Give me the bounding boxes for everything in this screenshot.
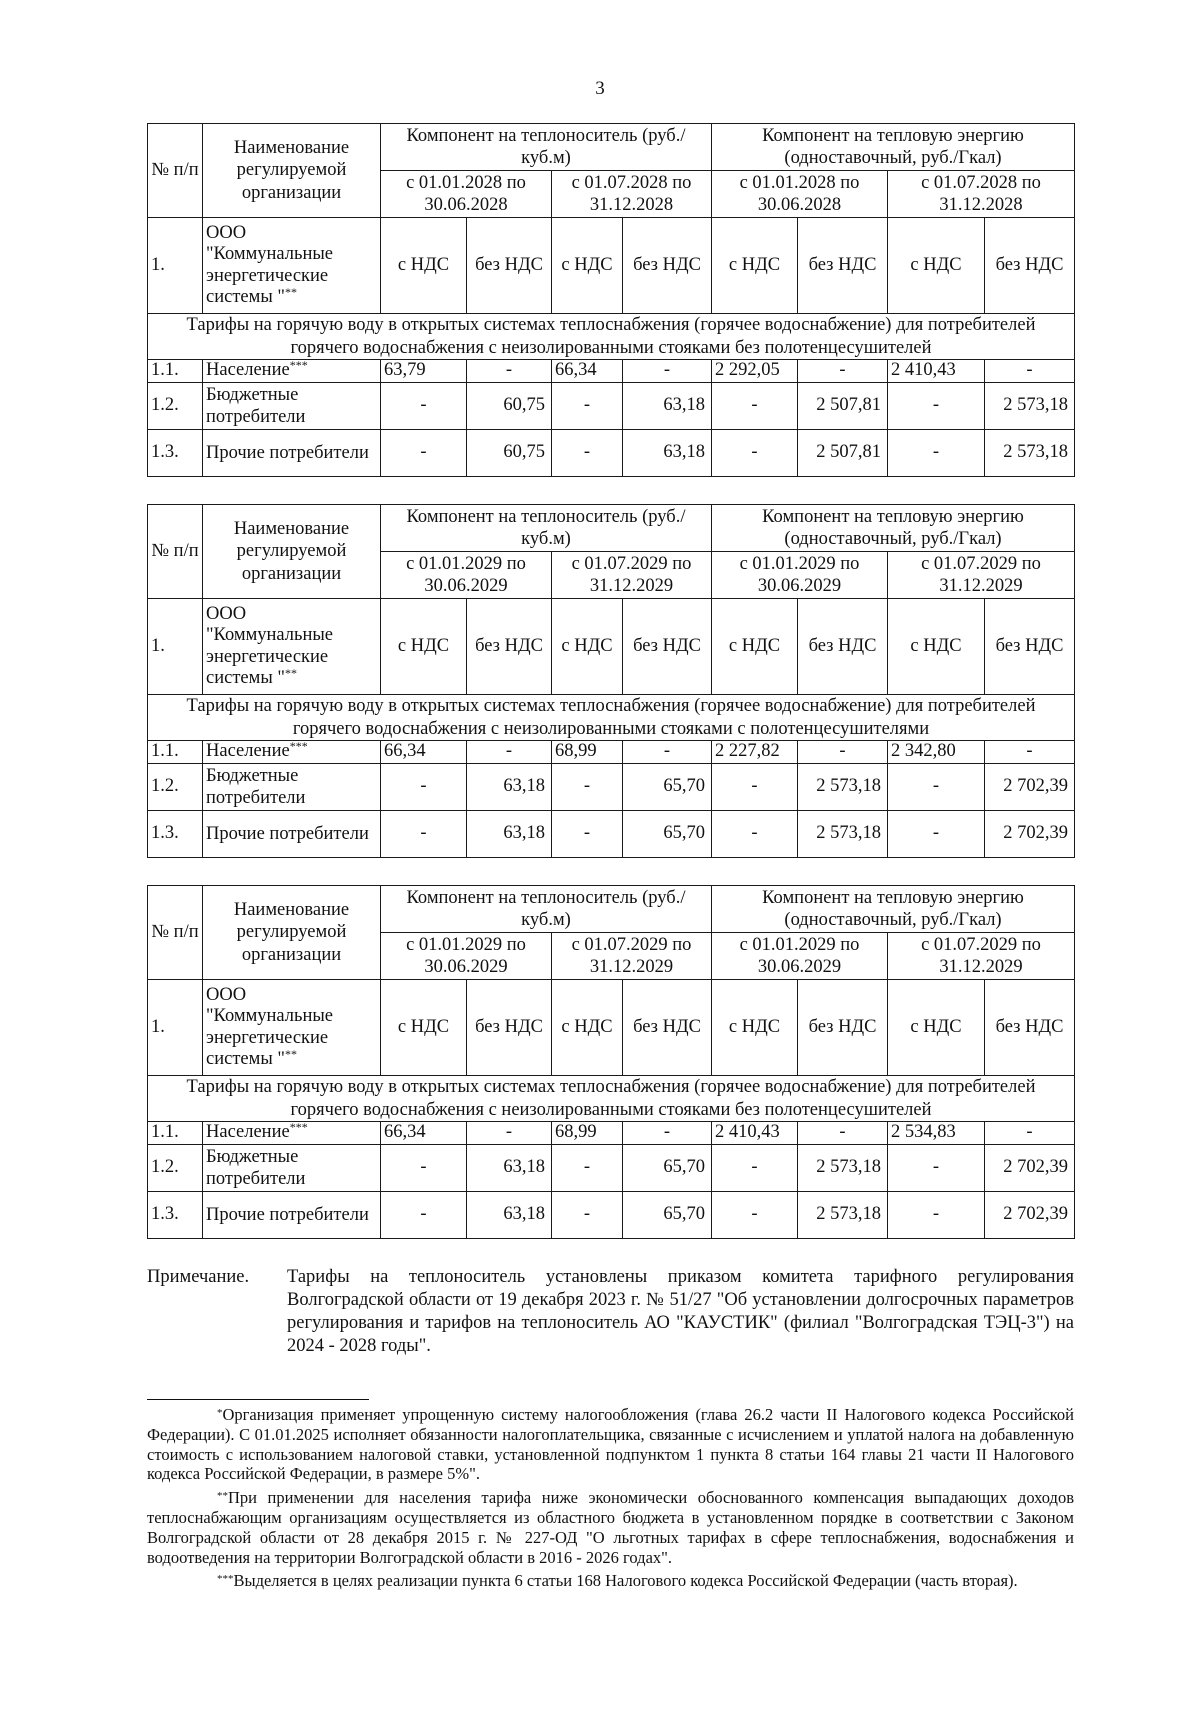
org-name [203, 218, 381, 314]
row-name-text: Население [206, 1122, 290, 1143]
carrier-component-header: Компонент на теплоноситель (руб./куб.м) [381, 505, 712, 552]
heat-component-header: Компонент на тепловую энергию (одноставочный, руб./Гкал) [712, 505, 1075, 552]
period-header: с 01.01.2028 по 30.06.2028 [712, 171, 888, 218]
tariff-value: - [381, 430, 467, 477]
num-header: № п/п [148, 886, 203, 980]
tariff-value: 65,70 [623, 811, 712, 858]
row-name: Бюджетные потребители [203, 383, 381, 430]
tariff-value: - [712, 1145, 798, 1192]
row-number: 1.2. [148, 383, 203, 430]
tariff-value: 63,18 [623, 430, 712, 477]
tariff-value: 60,75 [467, 383, 552, 430]
period-header: с 01.01.2029 по 30.06.2029 [381, 552, 552, 599]
tariff-value: 2 573,18 [798, 764, 888, 811]
tariff-value: 2 507,81 [798, 383, 888, 430]
vat-excluded-header: без НДС [798, 599, 888, 695]
org-name-line: системы " [206, 667, 285, 688]
period-header: с 01.07.2028 по 31.12.2028 [888, 171, 1075, 218]
org-name-line: энергетические [206, 1027, 329, 1048]
row-name: Бюджетные потребители [203, 764, 381, 811]
row-name: Прочие потребители [203, 1192, 381, 1239]
footnote-mark: *** [289, 358, 308, 373]
tariff-value: - [985, 360, 1075, 383]
tariff-value: - [623, 1122, 712, 1145]
footnote-mark: ** [284, 284, 297, 299]
tariff-value: - [798, 1122, 888, 1145]
org-name-line: ООО [206, 222, 247, 243]
org-name-line: системы " [206, 1048, 285, 1069]
period-header: с 01.07.2028 по 31.12.2028 [552, 171, 712, 218]
tariff-value: - [552, 1192, 623, 1239]
org-name-line: энергетические [206, 646, 329, 667]
vat-included-header: с НДС [888, 980, 985, 1076]
tariff-value: 2 573,18 [798, 1192, 888, 1239]
tariff-table [147, 123, 1075, 477]
vat-excluded-header: без НДС [467, 599, 552, 695]
row-name [203, 360, 381, 383]
tariff-value: - [381, 383, 467, 430]
carrier-component-header: Компонент на теплоноситель (руб./куб.м) [381, 124, 712, 171]
row-number: 1.2. [148, 1145, 203, 1192]
org-name-line: системы " [206, 286, 285, 307]
vat-excluded-header: без НДС [623, 980, 712, 1076]
org-name [203, 599, 381, 695]
vat-excluded-header: без НДС [798, 218, 888, 314]
tariff-value: 66,34 [552, 360, 623, 383]
tariff-value: 63,79 [381, 360, 467, 383]
heat-component-header: Компонент на тепловую энергию (одноставочный, руб./Гкал) [712, 124, 1075, 171]
tariff-value: 63,18 [467, 1192, 552, 1239]
row-number: 1.1. [148, 1122, 203, 1145]
section-title: Тарифы на горячую воду в открытых системах теплоснабжения (горячее водоснабжение) для потребителей горячего водоснабжения с неизолированными стояками без полотенцесушителей [148, 314, 1075, 360]
period-header: с 01.01.2029 по 30.06.2029 [712, 552, 888, 599]
tariff-value: 63,18 [623, 383, 712, 430]
row-number: 1.3. [148, 1192, 203, 1239]
footnote-mark: ** [284, 1046, 297, 1061]
org-number: 1. [148, 980, 203, 1076]
footnote-divider [147, 1399, 369, 1400]
tariff-value: - [888, 430, 985, 477]
row-number: 1.1. [148, 360, 203, 383]
tariff-value: 2 227,82 [712, 741, 798, 764]
tariff-value: - [712, 764, 798, 811]
tariff-value: - [798, 360, 888, 383]
org-name-header: Наименование регулируемой организации [203, 886, 381, 980]
tariff-value: - [381, 1192, 467, 1239]
tariff-value: - [552, 1145, 623, 1192]
carrier-component-header: Компонент на теплоноситель (руб./куб.м) [381, 886, 712, 933]
footnote-2-mark: ** [217, 1490, 228, 1503]
vat-included-header: с НДС [712, 980, 798, 1076]
row-number: 1.2. [148, 764, 203, 811]
vat-included-header: с НДС [381, 599, 467, 695]
note-text: Тарифы на теплоноситель установлены приказом комитета тарифного регулирования Волгоградской области от 19 декабря 2023 г. № 51/27 "Об установлении долгосрочных параметров регулирования и тарифов на теплоноситель АО "КАУСТИК" (филиал "Волгоградская ТЭЦ-3") на 2024 - 2028 годы". [287, 1267, 1074, 1357]
footnote-2 [147, 1488, 1074, 1567]
tariff-value: 2 702,39 [985, 1192, 1075, 1239]
period-header: с 01.07.2029 по 31.12.2029 [888, 552, 1075, 599]
row-name: Прочие потребители [203, 811, 381, 858]
vat-excluded-header: без НДС [985, 218, 1075, 314]
tariff-value: 66,34 [381, 1122, 467, 1145]
footnote-mark: ** [284, 665, 297, 680]
vat-included-header: с НДС [552, 599, 623, 695]
tariff-value: - [552, 764, 623, 811]
tariff-table [147, 504, 1075, 858]
footnote-2-text: При применении для населения тарифа ниже экономически обоснованного компенсация выпадающих доходов теплоснабжающим организациям осуществляется из областного бюджета в установленном порядке в соответствии с Законом Волгоградской области от 28 декабря 2015 г. № 227-ОД "О льготных тарифах в сфере теплоснабжения, водоснабжения и водоотведения на территории Волгоградской области в 2016 - 2026 годах". [147, 1488, 1074, 1567]
tariff-value: - [888, 383, 985, 430]
period-header: с 01.01.2029 по 30.06.2029 [712, 933, 888, 980]
row-number: 1.1. [148, 741, 203, 764]
tariff-value: - [623, 741, 712, 764]
row-number: 1.3. [148, 811, 203, 858]
tariff-value: - [888, 811, 985, 858]
org-name-line: энергетические [206, 265, 329, 286]
org-name-line: "Коммунальные [206, 244, 334, 265]
footnote-3-mark: *** [217, 1573, 234, 1586]
page-number: 3 [595, 78, 605, 99]
org-name-header: Наименование регулируемой организации [203, 505, 381, 599]
tariff-value: 2 573,18 [985, 383, 1075, 430]
tariff-value: 65,70 [623, 764, 712, 811]
tariff-value: - [985, 1122, 1075, 1145]
footnote-mark: *** [289, 1120, 308, 1135]
footnote-3-text: Выделяется в целях реализации пункта 6 статьи 168 Налогового кодекса Российской Федерации (часть вторая). [233, 1571, 1018, 1591]
tariff-value: - [798, 741, 888, 764]
vat-included-header: с НДС [888, 599, 985, 695]
row-number: 1.3. [148, 430, 203, 477]
vat-included-header: с НДС [552, 218, 623, 314]
vat-excluded-header: без НДС [623, 218, 712, 314]
org-name [203, 980, 381, 1076]
tariff-value: - [552, 430, 623, 477]
vat-excluded-header: без НДС [623, 599, 712, 695]
row-name: Бюджетные потребители [203, 1145, 381, 1192]
vat-included-header: с НДС [381, 218, 467, 314]
vat-included-header: с НДС [552, 980, 623, 1076]
row-name [203, 1122, 381, 1145]
tariff-value: 68,99 [552, 1122, 623, 1145]
vat-included-header: с НДС [712, 599, 798, 695]
period-header: с 01.07.2029 по 31.12.2029 [552, 933, 712, 980]
num-header: № п/п [148, 505, 203, 599]
tariff-value: - [888, 1192, 985, 1239]
tariff-value: - [888, 1145, 985, 1192]
vat-included-header: с НДС [888, 218, 985, 314]
tariff-value: 63,18 [467, 764, 552, 811]
tariff-value: - [381, 811, 467, 858]
tariff-value: 65,70 [623, 1192, 712, 1239]
vat-excluded-header: без НДС [985, 599, 1075, 695]
section-title: Тарифы на горячую воду в открытых системах теплоснабжения (горячее водоснабжение) для потребителей горячего водоснабжения с неизолированными стояками без полотенцесушителей [148, 1076, 1075, 1122]
tariff-value: 68,99 [552, 741, 623, 764]
tariff-value: - [552, 811, 623, 858]
tariff-value: - [552, 383, 623, 430]
tariff-value: - [381, 1145, 467, 1192]
org-name-header: Наименование регулируемой организации [203, 124, 381, 218]
vat-included-header: с НДС [381, 980, 467, 1076]
tariff-value: - [623, 360, 712, 383]
row-name-text: Население [206, 360, 290, 381]
row-name-text: Население [206, 741, 290, 762]
org-number: 1. [148, 599, 203, 695]
vat-excluded-header: без НДС [798, 980, 888, 1076]
heat-component-header: Компонент на тепловую энергию (одноставочный, руб./Гкал) [712, 886, 1075, 933]
vat-excluded-header: без НДС [985, 980, 1075, 1076]
tariff-value: 2 573,18 [985, 430, 1075, 477]
tariff-value: 2 342,80 [888, 741, 985, 764]
period-header: с 01.07.2029 по 31.12.2029 [888, 933, 1075, 980]
tariff-value: - [467, 1122, 552, 1145]
tariff-table [147, 885, 1075, 1239]
tariff-value: - [712, 430, 798, 477]
row-name [203, 741, 381, 764]
org-name-line: "Коммунальные [206, 1006, 334, 1027]
tariff-value: 2 507,81 [798, 430, 888, 477]
tariff-value: 2 702,39 [985, 811, 1075, 858]
footnote-1-text: Организация применяет упрощенную систему налогообложения (глава 26.2 части II Налогового кодекса Российской Федерации). С 01.01.2025 исполняет обязанности налогоплательщика, связанные с исчислением и уплатой налога на добавленную стоимость с использованием налоговой ставки, установленной подпунктом 1 пункта 8 статьи 164 главы 21 части II Налогового кодекса Российской Федерации, в размере 5%". [147, 1405, 1074, 1484]
org-name-line: ООО [206, 603, 247, 624]
period-header: с 01.01.2028 по 30.06.2028 [381, 171, 552, 218]
tariff-value: 63,18 [467, 811, 552, 858]
tariff-value: - [467, 741, 552, 764]
period-header: с 01.07.2029 по 31.12.2029 [552, 552, 712, 599]
tariff-value: 63,18 [467, 1145, 552, 1192]
vat-included-header: с НДС [712, 218, 798, 314]
section-title: Тарифы на горячую воду в открытых системах теплоснабжения (горячее водоснабжение) для потребителей горячего водоснабжения с неизолированными стояками с полотенцесушителями [148, 695, 1075, 741]
period-header: с 01.01.2029 по 30.06.2029 [381, 933, 552, 980]
tariff-value: 2 292,05 [712, 360, 798, 383]
tariff-value: 2 534,83 [888, 1122, 985, 1145]
vat-excluded-header: без НДС [467, 980, 552, 1076]
tariff-value: - [985, 741, 1075, 764]
tariff-value: 2 573,18 [798, 1145, 888, 1192]
tariff-value: 2 573,18 [798, 811, 888, 858]
tariff-value: - [712, 1192, 798, 1239]
footnote-1 [147, 1405, 1074, 1484]
footnote-3 [147, 1571, 1074, 1591]
note-label: Примечание. [147, 1267, 250, 1287]
row-name: Прочие потребители [203, 430, 381, 477]
org-name-line: "Коммунальные [206, 625, 334, 646]
tariff-value: - [467, 360, 552, 383]
org-number: 1. [148, 218, 203, 314]
tariff-value: 2 410,43 [888, 360, 985, 383]
footnotes [147, 1405, 1074, 1595]
tariff-value: - [712, 383, 798, 430]
vat-excluded-header: без НДС [467, 218, 552, 314]
tariff-value: - [712, 811, 798, 858]
num-header: № п/п [148, 124, 203, 218]
tariff-value: - [381, 764, 467, 811]
tariff-value: 2 702,39 [985, 1145, 1075, 1192]
footnote-1-mark: * [217, 1407, 223, 1419]
tariff-value: - [888, 764, 985, 811]
tariff-value: 60,75 [467, 430, 552, 477]
tariff-value: 2 410,43 [712, 1122, 798, 1145]
tariff-value: 66,34 [381, 741, 467, 764]
tariff-value: 2 702,39 [985, 764, 1075, 811]
tariff-value: 65,70 [623, 1145, 712, 1192]
footnote-mark: *** [289, 739, 308, 754]
org-name-line: ООО [206, 984, 247, 1005]
